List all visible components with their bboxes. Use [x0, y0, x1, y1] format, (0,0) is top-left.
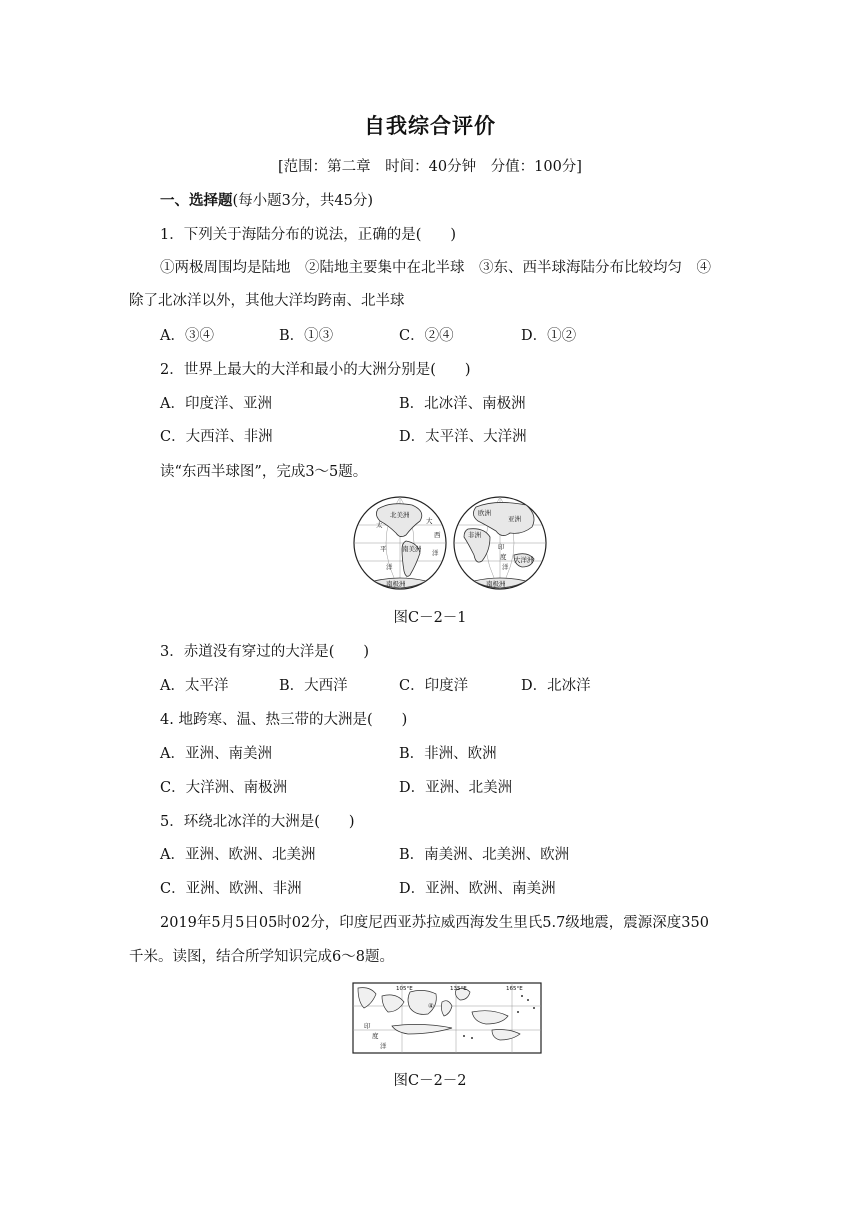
label-du: 度	[500, 553, 507, 561]
q3-option-a[interactable]: A．太平洋	[160, 678, 229, 694]
hemispheres-map-graphic	[350, 495, 550, 591]
label-yang-atlantic: 洋	[432, 549, 439, 557]
q5-option-b[interactable]: B．南美洲、北美洲、欧洲	[399, 847, 570, 863]
label-xi: 西	[434, 531, 441, 539]
figure-caption-1: 图C－2－1	[393, 610, 467, 626]
q3-stem: 3．赤道没有穿过的大洋是( )	[160, 644, 370, 660]
label-lon-135: 135°E	[450, 986, 467, 992]
q4-option-b[interactable]: B．非洲、欧洲	[399, 746, 497, 762]
label-asia: 亚洲	[508, 515, 521, 523]
q4-option-c[interactable]: C．大洋洲、南极洲	[160, 780, 288, 796]
q1-statements-line2: 除了北冰洋以外，其他大洋均跨南、北半球	[129, 293, 405, 309]
q5-option-a[interactable]: A．亚洲、欧洲、北美洲	[160, 847, 316, 863]
label-yang-pacific: 洋	[386, 563, 393, 571]
label-oceania: 大洋洲	[514, 556, 534, 564]
label-south-america: 南美洲	[402, 545, 422, 553]
reading-prompt-1: 读“东西半球图”，完成3～5题。	[160, 464, 368, 480]
label-da: 大	[426, 517, 433, 525]
q1-option-c[interactable]: C．②④	[399, 328, 454, 344]
label-du: 度	[372, 1032, 379, 1040]
indonesia-map-graphic	[352, 982, 542, 1054]
q2-stem: 2．世界上最大的大洋和最小的大洲分别是( )	[160, 362, 471, 378]
section-note: (每小题3分，共45分)	[232, 193, 373, 209]
q5-stem: 5．环绕北冰洋的大洲是( )	[160, 814, 355, 830]
q3-option-d[interactable]: D．北冰洋	[521, 678, 591, 694]
q1-option-b[interactable]: B．①③	[279, 328, 334, 344]
reading-prompt-2-line2: 千米。读图，结合所学知识完成6～8题。	[129, 949, 394, 965]
label-antarctica-east: 南极洲	[486, 580, 506, 588]
label-lon-105: 105°E	[396, 986, 413, 992]
q4-option-d[interactable]: D．亚洲、北美洲	[399, 780, 513, 796]
label-yin: 印	[364, 1022, 371, 1030]
label-yang: 洋	[380, 1042, 387, 1050]
page-title: 自我综合评价	[364, 114, 496, 138]
q1-option-d[interactable]: D．①②	[521, 328, 577, 344]
label-lon-165: 165°E	[506, 986, 523, 992]
label-tai: 太	[376, 521, 383, 529]
section-heading	[160, 191, 373, 211]
q1-option-a[interactable]: A．③④	[160, 328, 214, 344]
reading-prompt-2-line1: 2019年5月5日05时02分，印度尼西亚苏拉威西海发生里氏5.7级地震，震源深度350	[160, 915, 709, 931]
q5-option-c[interactable]: C．亚洲、欧洲、非洲	[160, 881, 302, 897]
label-yin: 印	[498, 543, 505, 551]
q4-option-a[interactable]: A．亚洲、南美洲	[160, 746, 272, 762]
q4-stem: 4. 地跨寒、温、热三带的大洲是( )	[160, 712, 408, 728]
label-antarctica-west: 南极洲	[386, 580, 406, 588]
q3-option-b[interactable]: B．大西洋	[279, 678, 348, 694]
label-yang-indian: 洋	[502, 563, 509, 571]
figure-indonesia-map	[352, 982, 542, 1054]
figure-hemispheres	[350, 495, 550, 591]
q1-statements-line1: ①两极周围均是陆地 ②陆地主要集中在北半球 ③东、西半球海陆分布比较均匀 ④	[160, 260, 711, 276]
label-europe: 欧洲	[478, 509, 491, 517]
q2-option-a[interactable]: A．印度洋、亚洲	[160, 396, 272, 412]
exam-scope-line: [范围：第二章 时间：40分钟 分值：100分]	[278, 159, 582, 175]
q3-option-c[interactable]: C．印度洋	[399, 678, 469, 694]
label-africa: 非洲	[468, 531, 481, 539]
figure-caption-2: 图C－2－2	[393, 1073, 467, 1089]
q2-option-d[interactable]: D．太平洋、大洋洲	[399, 429, 527, 445]
label-north-america: 北美洲	[390, 511, 410, 519]
label-ping: 平	[380, 545, 387, 553]
q2-option-c[interactable]: C．大西洋、非洲	[160, 429, 273, 445]
q2-option-b[interactable]: B．北冰洋、南极洲	[399, 396, 526, 412]
label-circle-four: ④	[428, 1002, 434, 1010]
section-heading-label: 一、选择题	[160, 193, 233, 209]
q5-option-d[interactable]: D．亚洲、欧洲、南美洲	[399, 881, 556, 897]
q1-stem: 1．下列关于海陆分布的说法，正确的是( )	[160, 227, 457, 243]
